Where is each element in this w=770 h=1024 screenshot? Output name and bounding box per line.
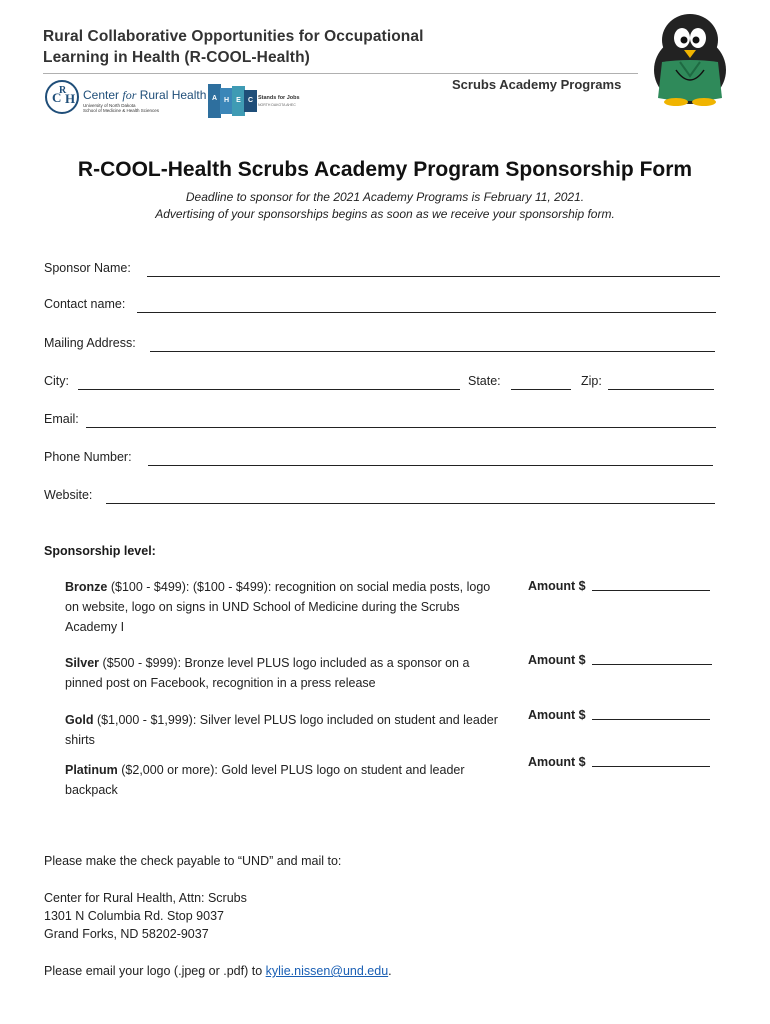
ahec-logo: [208, 84, 308, 118]
level-silver-amount: Amount $: [528, 653, 712, 667]
level-bronze-description: Bronze ($100 - $499): ($100 - $499): recognition on social media posts, logo on website, logo on signs in UND School of Medicine during the Scrubs Academy I: [65, 580, 491, 634]
crh-logo-name: Center for Rural Health: [83, 88, 207, 102]
ahec-tagline: Stands for Jobs: [258, 95, 300, 101]
level-gold-amount: Amount $: [528, 708, 710, 722]
program-name: Scrubs Academy Programs: [452, 77, 622, 92]
state-field[interactable]: [511, 389, 571, 390]
contact-name-row: [44, 297, 716, 313]
crh-monogram-icon: C R H: [45, 80, 79, 114]
bronze-amount-field[interactable]: [592, 590, 710, 591]
website-row: [44, 488, 715, 504]
level-silver-description: Silver ($500 - $999): Bronze level PLUS logo included as a sponsor on a pinned post on Facebook, recognition in a press release: [65, 656, 470, 690]
header-title: [43, 26, 473, 68]
header-title-line1: Rural Collaborative Opportunities for Occupational: [43, 28, 424, 45]
ahec-letter-c: C: [244, 90, 257, 112]
silver-amount-field[interactable]: [592, 664, 712, 665]
contact-name-label: Contact name:: [44, 297, 126, 311]
mailing-address-field[interactable]: [150, 351, 715, 352]
website-label: Website:: [44, 488, 93, 502]
sponsorship-level-heading: Sponsorship level:: [44, 544, 156, 558]
city-field[interactable]: [78, 389, 460, 390]
ahec-letter-a: A: [208, 84, 221, 118]
mailing-address-label: Mailing Address:: [44, 336, 136, 350]
deadline-note: Deadline to sponsor for the 2021 Academy Programs is February 11, 2021.: [185, 190, 585, 204]
contact-name-field[interactable]: [137, 312, 716, 313]
address-line-1: Center for Rural Health, Attn: Scrubs: [44, 891, 247, 905]
advertising-note: Advertising of your sponsorships begins as soon as we receive your sponsorship form.: [155, 207, 615, 221]
logo-email-instructions: Please email your logo (.jpeg or .pdf) to kylie.nissen@und.edu.: [44, 964, 392, 978]
zip-label: Zip:: [581, 374, 602, 388]
header-title-line2: Learning in Health (R-COOL-Health): [43, 49, 310, 66]
sponsor-name-field[interactable]: [147, 276, 720, 277]
form-title: R-COOL-Health Scrubs Academy Program Sponsorship Form: [77, 158, 693, 181]
level-platinum-amount: Amount $: [528, 755, 710, 769]
city-label: City:: [44, 374, 69, 388]
city-state-zip-row: [44, 374, 714, 390]
address-line-2: 1301 N Columbia Rd. Stop 9037: [44, 909, 224, 923]
center-for-rural-health-logo: [45, 80, 205, 120]
level-platinum-name: Platinum: [65, 763, 118, 777]
address-line-3: Grand Forks, ND 58202-9037: [44, 927, 209, 941]
email-link[interactable]: kylie.nissen@und.edu: [265, 964, 389, 978]
level-platinum-description: Platinum ($2,000 or more): Gold level PLUS logo on student and leader backpack: [65, 763, 465, 797]
sponsor-name-label: Sponsor Name:: [44, 261, 131, 275]
crh-logo-subtitle: University of North Dakota School of Medicine & Health Sciences: [83, 103, 160, 113]
penguin-mascot-icon: [640, 10, 740, 106]
zip-field[interactable]: [608, 389, 714, 390]
check-instructions: Please make the check payable to “UND” and mail to:: [44, 854, 342, 868]
ahec-letter-h: H: [220, 88, 233, 114]
phone-label: Phone Number:: [44, 450, 132, 464]
level-bronze-name: Bronze: [65, 580, 108, 594]
phone-field[interactable]: [148, 465, 713, 466]
sponsor-name-row: [44, 261, 720, 277]
level-bronze-amount: Amount $: [528, 579, 710, 593]
ahec-letter-e: E: [232, 86, 245, 116]
email-row: [44, 412, 716, 428]
header-divider: [43, 73, 638, 74]
website-field[interactable]: [106, 503, 715, 504]
level-silver-name: Silver: [65, 656, 100, 670]
state-label: State:: [468, 374, 501, 388]
email-field[interactable]: [86, 427, 716, 428]
email-label: Email:: [44, 412, 79, 426]
level-gold-description: Gold ($1,000 - $1,999): Silver level PLUS logo included on student and leader shirts: [65, 713, 498, 747]
ahec-subtagline: NORTH DAKOTA AHEC: [258, 103, 296, 107]
mailing-address-block: [44, 889, 247, 943]
platinum-amount-field[interactable]: [592, 766, 710, 767]
level-gold-name: Gold: [65, 713, 94, 727]
mailing-address-row: [44, 336, 715, 352]
gold-amount-field[interactable]: [592, 719, 710, 720]
phone-row: [44, 450, 713, 466]
